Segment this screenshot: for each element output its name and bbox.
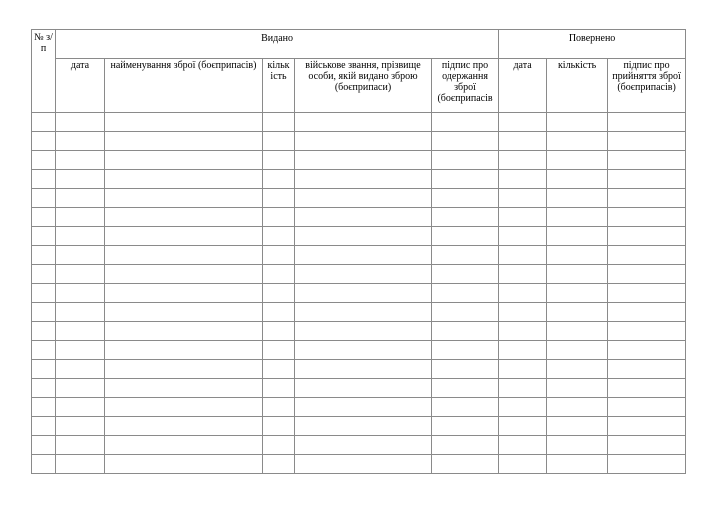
cell-rank-name — [295, 322, 432, 341]
cell-acceptance-signature — [608, 132, 686, 151]
cell-number — [32, 189, 56, 208]
cell-quantity — [263, 151, 295, 170]
cell-number — [32, 151, 56, 170]
cell-rank-name — [295, 246, 432, 265]
cell-quantity — [263, 132, 295, 151]
table-row — [32, 265, 686, 284]
table-row — [32, 455, 686, 474]
cell-receipt-signature — [432, 265, 499, 284]
cell-returned-date — [499, 379, 547, 398]
cell-weapon-name — [105, 284, 263, 303]
cell-returned-quantity — [547, 398, 608, 417]
cell-returned-date — [499, 303, 547, 322]
cell-weapon-name — [105, 208, 263, 227]
cell-returned-date — [499, 208, 547, 227]
cell-returned-quantity — [547, 360, 608, 379]
cell-weapon-name — [105, 417, 263, 436]
cell-quantity — [263, 417, 295, 436]
cell-number — [32, 303, 56, 322]
table-row — [32, 170, 686, 189]
cell-returned-quantity — [547, 170, 608, 189]
cell-returned-quantity — [547, 417, 608, 436]
table-row — [32, 113, 686, 132]
header-number: № з/п — [32, 30, 56, 113]
header-returned: Повернено — [499, 30, 686, 59]
cell-acceptance-signature — [608, 151, 686, 170]
cell-returned-quantity — [547, 208, 608, 227]
cell-returned-date — [499, 113, 547, 132]
cell-weapon-name — [105, 132, 263, 151]
table-row — [32, 303, 686, 322]
cell-quantity — [263, 398, 295, 417]
cell-number — [32, 360, 56, 379]
cell-returned-date — [499, 398, 547, 417]
cell-number — [32, 322, 56, 341]
cell-receipt-signature — [432, 455, 499, 474]
cell-number — [32, 379, 56, 398]
cell-returned-quantity — [547, 113, 608, 132]
cell-returned-quantity — [547, 246, 608, 265]
cell-issued-date — [56, 151, 105, 170]
cell-number — [32, 436, 56, 455]
cell-returned-quantity — [547, 265, 608, 284]
table-row — [32, 398, 686, 417]
cell-returned-date — [499, 189, 547, 208]
cell-returned-date — [499, 284, 547, 303]
cell-rank-name — [295, 151, 432, 170]
cell-returned-quantity — [547, 132, 608, 151]
cell-number — [32, 417, 56, 436]
cell-number — [32, 132, 56, 151]
cell-returned-date — [499, 417, 547, 436]
header-returned-quantity: кількість — [547, 59, 608, 113]
cell-quantity — [263, 341, 295, 360]
cell-acceptance-signature — [608, 398, 686, 417]
cell-returned-quantity — [547, 436, 608, 455]
cell-returned-date — [499, 436, 547, 455]
cell-receipt-signature — [432, 417, 499, 436]
cell-weapon-name — [105, 189, 263, 208]
cell-weapon-name — [105, 398, 263, 417]
cell-weapon-name — [105, 436, 263, 455]
cell-number — [32, 170, 56, 189]
cell-acceptance-signature — [608, 284, 686, 303]
cell-quantity — [263, 208, 295, 227]
table-row — [32, 208, 686, 227]
cell-weapon-name — [105, 151, 263, 170]
cell-receipt-signature — [432, 189, 499, 208]
cell-quantity — [263, 284, 295, 303]
cell-returned-quantity — [547, 189, 608, 208]
cell-number — [32, 208, 56, 227]
cell-number — [32, 341, 56, 360]
cell-issued-date — [56, 360, 105, 379]
header-rank-name: військове звання, прізвище особи, якій видано зброю (боєприпаси) — [295, 59, 432, 113]
cell-acceptance-signature — [608, 227, 686, 246]
cell-acceptance-signature — [608, 379, 686, 398]
cell-rank-name — [295, 113, 432, 132]
cell-weapon-name — [105, 303, 263, 322]
cell-number — [32, 246, 56, 265]
cell-number — [32, 284, 56, 303]
cell-returned-quantity — [547, 284, 608, 303]
cell-issued-date — [56, 417, 105, 436]
cell-rank-name — [295, 379, 432, 398]
header-weapon-name: найменування зброї (боєприпасів) — [105, 59, 263, 113]
cell-acceptance-signature — [608, 360, 686, 379]
cell-issued-date — [56, 246, 105, 265]
header-quantity: кільк ість — [263, 59, 295, 113]
cell-receipt-signature — [432, 246, 499, 265]
cell-returned-date — [499, 322, 547, 341]
cell-issued-date — [56, 113, 105, 132]
cell-receipt-signature — [432, 113, 499, 132]
cell-quantity — [263, 303, 295, 322]
cell-acceptance-signature — [608, 189, 686, 208]
cell-issued-date — [56, 189, 105, 208]
cell-returned-quantity — [547, 341, 608, 360]
table-row — [32, 227, 686, 246]
cell-acceptance-signature — [608, 417, 686, 436]
cell-issued-date — [56, 284, 105, 303]
cell-weapon-name — [105, 246, 263, 265]
table-row — [32, 246, 686, 265]
register-rows — [32, 113, 686, 474]
cell-number — [32, 227, 56, 246]
cell-weapon-name — [105, 341, 263, 360]
cell-quantity — [263, 246, 295, 265]
cell-returned-quantity — [547, 151, 608, 170]
cell-weapon-name — [105, 265, 263, 284]
cell-weapon-name — [105, 322, 263, 341]
cell-acceptance-signature — [608, 303, 686, 322]
cell-acceptance-signature — [608, 170, 686, 189]
cell-receipt-signature — [432, 151, 499, 170]
table-row — [32, 189, 686, 208]
cell-number — [32, 455, 56, 474]
cell-weapon-name — [105, 113, 263, 132]
table-row — [32, 436, 686, 455]
table-row — [32, 360, 686, 379]
cell-issued-date — [56, 379, 105, 398]
cell-issued-date — [56, 208, 105, 227]
cell-returned-quantity — [547, 322, 608, 341]
cell-acceptance-signature — [608, 322, 686, 341]
header-acceptance-signature: підпис про прийняття зброї (боєприпасів) — [608, 59, 686, 113]
cell-acceptance-signature — [608, 265, 686, 284]
cell-issued-date — [56, 322, 105, 341]
cell-returned-date — [499, 246, 547, 265]
cell-receipt-signature — [432, 303, 499, 322]
cell-quantity — [263, 227, 295, 246]
cell-acceptance-signature — [608, 246, 686, 265]
cell-receipt-signature — [432, 227, 499, 246]
cell-number — [32, 113, 56, 132]
cell-rank-name — [295, 398, 432, 417]
table-row — [32, 284, 686, 303]
cell-returned-quantity — [547, 227, 608, 246]
cell-rank-name — [295, 170, 432, 189]
cell-issued-date — [56, 265, 105, 284]
cell-quantity — [263, 265, 295, 284]
cell-receipt-signature — [432, 132, 499, 151]
cell-weapon-name — [105, 455, 263, 474]
cell-returned-date — [499, 360, 547, 379]
header-receipt-signature: підпис про одержання зброї (боєприпасів — [432, 59, 499, 113]
cell-returned-date — [499, 151, 547, 170]
cell-quantity — [263, 360, 295, 379]
table-row — [32, 341, 686, 360]
table-row — [32, 417, 686, 436]
cell-receipt-signature — [432, 360, 499, 379]
header-issued: Видано — [56, 30, 499, 59]
cell-receipt-signature — [432, 170, 499, 189]
cell-number — [32, 265, 56, 284]
cell-number — [32, 398, 56, 417]
cell-issued-date — [56, 398, 105, 417]
cell-returned-quantity — [547, 303, 608, 322]
cell-returned-date — [499, 170, 547, 189]
cell-rank-name — [295, 227, 432, 246]
header-returned-date: дата — [499, 59, 547, 113]
cell-quantity — [263, 455, 295, 474]
cell-weapon-name — [105, 360, 263, 379]
cell-receipt-signature — [432, 284, 499, 303]
cell-returned-quantity — [547, 455, 608, 474]
cell-returned-quantity — [547, 379, 608, 398]
cell-rank-name — [295, 360, 432, 379]
cell-rank-name — [295, 189, 432, 208]
cell-receipt-signature — [432, 208, 499, 227]
cell-issued-date — [56, 303, 105, 322]
cell-rank-name — [295, 455, 432, 474]
cell-returned-date — [499, 341, 547, 360]
cell-receipt-signature — [432, 379, 499, 398]
cell-rank-name — [295, 265, 432, 284]
cell-issued-date — [56, 132, 105, 151]
cell-rank-name — [295, 417, 432, 436]
cell-weapon-name — [105, 170, 263, 189]
cell-acceptance-signature — [608, 341, 686, 360]
table-row — [32, 151, 686, 170]
cell-issued-date — [56, 436, 105, 455]
cell-acceptance-signature — [608, 113, 686, 132]
cell-acceptance-signature — [608, 436, 686, 455]
cell-quantity — [263, 436, 295, 455]
cell-receipt-signature — [432, 322, 499, 341]
cell-returned-date — [499, 227, 547, 246]
cell-rank-name — [295, 132, 432, 151]
table-row — [32, 322, 686, 341]
cell-quantity — [263, 189, 295, 208]
cell-acceptance-signature — [608, 455, 686, 474]
cell-rank-name — [295, 303, 432, 322]
cell-issued-date — [56, 455, 105, 474]
cell-receipt-signature — [432, 436, 499, 455]
cell-rank-name — [295, 284, 432, 303]
cell-returned-date — [499, 265, 547, 284]
cell-receipt-signature — [432, 398, 499, 417]
weapons-issue-register — [31, 29, 686, 474]
cell-returned-date — [499, 132, 547, 151]
table-row — [32, 132, 686, 151]
cell-rank-name — [295, 341, 432, 360]
cell-quantity — [263, 322, 295, 341]
cell-weapon-name — [105, 227, 263, 246]
cell-receipt-signature — [432, 341, 499, 360]
cell-quantity — [263, 113, 295, 132]
cell-rank-name — [295, 208, 432, 227]
cell-rank-name — [295, 436, 432, 455]
cell-quantity — [263, 170, 295, 189]
cell-issued-date — [56, 170, 105, 189]
table-row — [32, 379, 686, 398]
cell-weapon-name — [105, 379, 263, 398]
cell-quantity — [263, 379, 295, 398]
cell-returned-date — [499, 455, 547, 474]
cell-issued-date — [56, 341, 105, 360]
header-issued-date: дата — [56, 59, 105, 113]
cell-acceptance-signature — [608, 208, 686, 227]
cell-issued-date — [56, 227, 105, 246]
